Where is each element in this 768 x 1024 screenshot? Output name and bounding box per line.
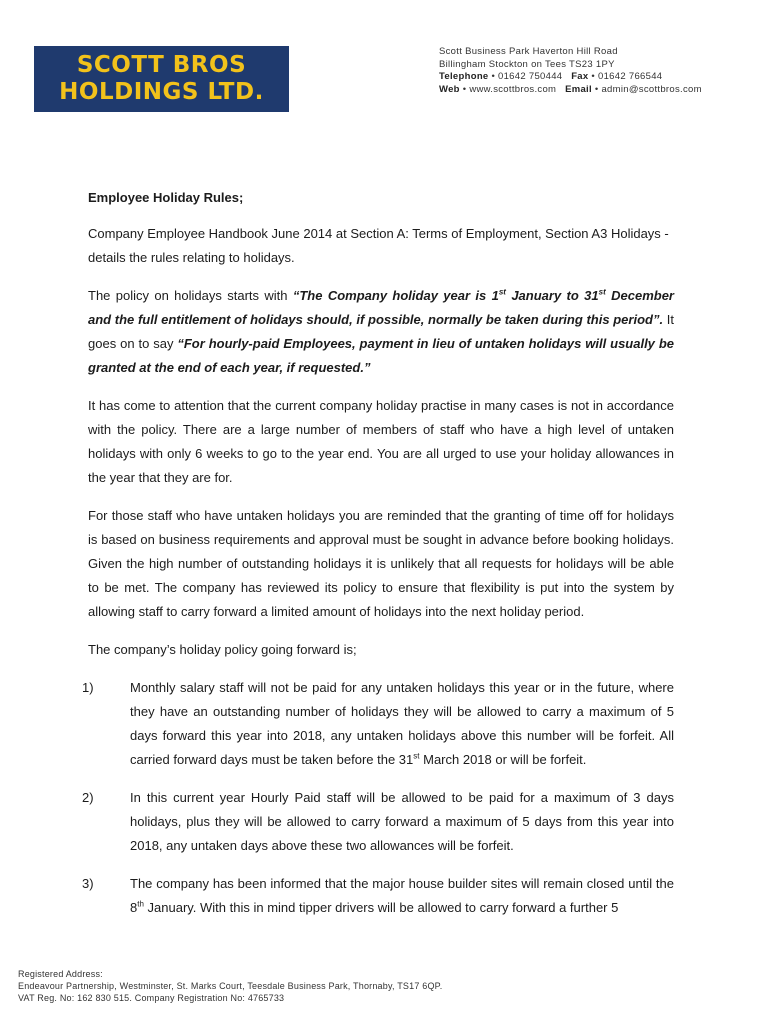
footer-line-3: VAT Reg. No: 162 830 515. Company Registration No: 4765733 [18, 993, 285, 1003]
footer-line-2: Endeavour Partnership, Westminster, St. Marks Court, Teesdale Business Park, Thornaby, TS17 6QP. [18, 981, 443, 991]
policy-text-b: It goes on to say [88, 312, 674, 351]
fax-label: Fax [571, 71, 589, 82]
policy-quote-2: “For hourly-paid Employees, payment in lieu of untaken holidays will usually be granted at the end of each year, if requested.” [88, 336, 674, 375]
item-number: 2) [82, 790, 94, 805]
untaken-holidays-paragraph: For those staff who have untaken holidays you are reminded that the granting of time off for holidays is based on business requirements and approval must be sought in advance before booking holidays. Given the high number of outstanding holidays it is unlikely that all requests for holidays will be able to be met. The company has reviewed its policy to ensure that flexibility is put into the system by allowing staff to carry forward a limited amount of holidays into the next holiday period. [88, 508, 674, 619]
email-value: admin@scottbros.com [601, 83, 702, 95]
email-label: Email [565, 83, 592, 95]
web-value: www.scottbros.com [469, 83, 557, 95]
letterhead-address [439, 46, 702, 96]
logo-line-1: SCOTT BROS [76, 52, 247, 78]
item-text: The company has been informed that the major house builder sites will remain closed until the 8th January. With this in mind tipper drivers will be allowed to carry forward a further 5 [130, 876, 674, 915]
registered-address-footer [18, 968, 442, 1004]
contact-phone-line: Telephone • 01642 750444 Fax • 01642 766544 [439, 71, 663, 82]
policy-item-1 [82, 676, 674, 772]
address-line-2: Billingham Stockton on Tees TS23 1PY [439, 58, 615, 70]
telephone-value: 01642 750444 [498, 71, 563, 82]
address-line-1: Scott Business Park Haverton Hill Road [439, 46, 618, 57]
policy-forward-paragraph: The company’s holiday policy going forward is; [88, 642, 357, 657]
policy-item-3 [82, 872, 674, 920]
document-heading: Employee Holiday Rules; [88, 190, 244, 205]
telephone-label: Telephone [439, 71, 489, 82]
item-number: 3) [82, 876, 94, 891]
item-number: 1) [82, 680, 94, 695]
footer-line-1: Registered Address: [18, 969, 103, 979]
policy-quote-paragraph [88, 284, 674, 380]
policy-item-2 [82, 786, 674, 858]
attention-paragraph: It has come to attention that the current company holiday practise in many cases is not in accordance with the policy. There are a large number of members of staff who have a high level of untaken holidays with only 6 weeks to go to the year end. You are all urged to use your holiday allowances in the year that they are for. [88, 398, 674, 485]
contact-web-line: Web • www.scottbros.com Email • admin@scottbros.com [439, 83, 702, 95]
policy-text-a: The policy on holidays starts with [88, 288, 293, 303]
intro-paragraph: Company Employee Handbook June 2014 at Section A: Terms of Employment, Section A3 Holidays - details the rules relating to holidays. [88, 226, 669, 265]
policy-quote-1: “The Company holiday year is 1st January to 31st December and the full entitlement of holidays should, if possible, normally be taken during this period”. [88, 287, 674, 327]
company-logo [34, 46, 289, 112]
fax-value: 01642 766544 [598, 71, 663, 82]
item-text: In this current year Hourly Paid staff will be allowed to be paid for a maximum of 3 days holidays, plus they will be allowed to carry forward a maximum of 5 days from this year into 2018, any untaken days above these two allowances will be forfeit. [130, 790, 674, 853]
item-text: Monthly salary staff will not be paid for any untaken holidays this year or in the future, where they have an outstanding number of holidays they will be allowed to carry a maximum of 5 days forward this year into 2018, any untaken holidays above this number will be forfeit. All carried forward days must be taken before the 31st March 2018 or will be forfeit. [130, 680, 674, 767]
logo-line-2: HOLDINGS LTD. [59, 79, 264, 105]
letter-body [82, 186, 674, 934]
web-label: Web [439, 83, 460, 95]
